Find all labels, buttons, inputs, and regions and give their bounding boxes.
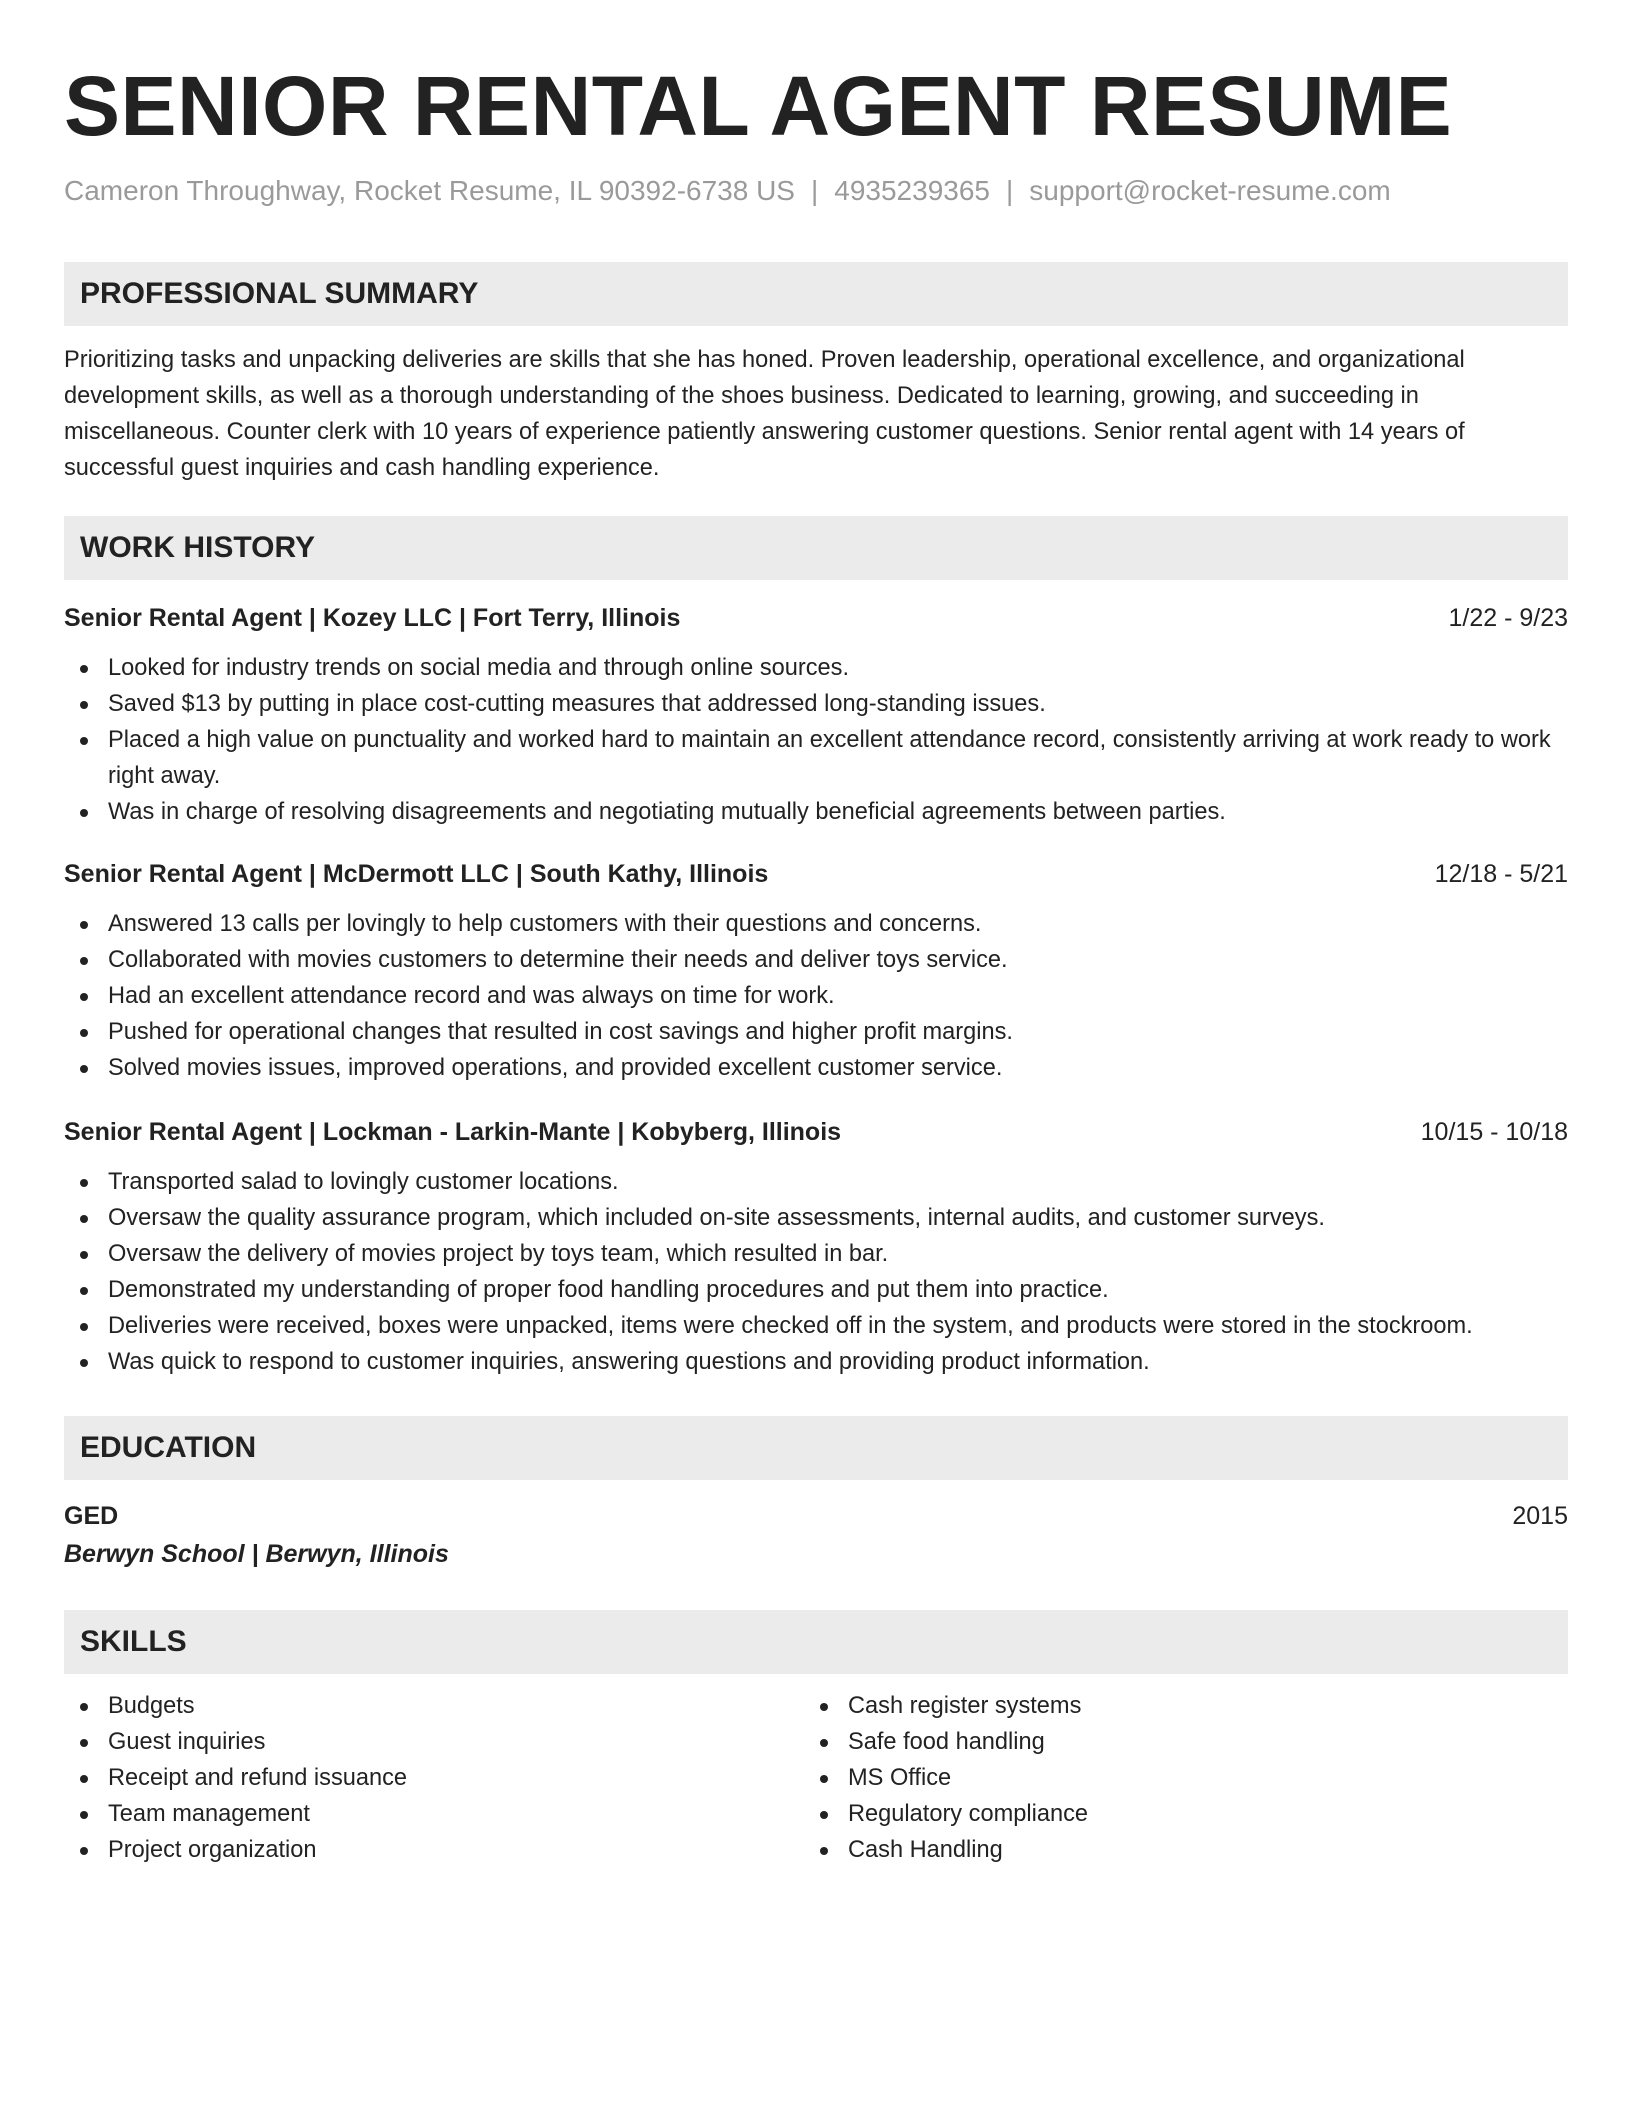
job-header	[64, 1114, 1568, 1150]
skill-item: Regulatory compliance	[804, 1796, 1544, 1832]
skill-item: Safe food handling	[804, 1724, 1544, 1760]
skill-item: MS Office	[804, 1760, 1544, 1796]
skill-item: Cash register systems	[804, 1688, 1544, 1724]
job-bullet: Was in charge of resolving disagreements and negotiating mutually beneficial agreements between parties.	[64, 794, 1568, 830]
education-degree: GED	[64, 1502, 119, 1530]
job-bullet: Collaborated with movies customers to determine their needs and deliver toys service.	[64, 942, 1568, 978]
contact-line	[64, 174, 1568, 208]
skill-item: Team management	[64, 1796, 804, 1832]
job-entry-3	[64, 1114, 1568, 1380]
job-entry-1	[64, 600, 1568, 830]
job-bullet: Saved $13 by putting in place cost-cutting measures that addressed long-standing issues.	[64, 686, 1568, 722]
skill-item: Cash Handling	[804, 1832, 1544, 1868]
job-title: Senior Rental Agent | McDermott LLC | South Kathy, Illinois	[64, 860, 769, 888]
job-bullet: Transported salad to lovingly customer locations.	[64, 1164, 1568, 1200]
contact-separator: |	[1006, 175, 1014, 206]
job-bullet: Had an excellent attendance record and was always on time for work.	[64, 978, 1568, 1014]
job-dates: 12/18 - 5/21	[1434, 860, 1568, 888]
job-bullet: Was quick to respond to customer inquiries, answering questions and providing product information.	[64, 1344, 1568, 1380]
skill-item: Budgets	[64, 1688, 804, 1724]
skills-column-right	[804, 1688, 1544, 1868]
job-dates: 1/22 - 9/23	[1448, 604, 1568, 632]
job-bullet: Answered 13 calls per lovingly to help customers with their questions and concerns.	[64, 906, 1568, 942]
contact-phone: 4935239365	[834, 175, 990, 206]
summary-text: Prioritizing tasks and unpacking deliveries are skills that she has honed. Proven leadership, operational excellence, and organizational development skills, as well as a thorough understanding of the shoes business. Dedicated to learning, growing, and succeeding in miscellaneous. Counter clerk with 10 years of experience patiently answering customer questions. Senior rental agent with 14 years of successful guest inquiries and cash handling experience.	[64, 347, 1465, 481]
job-bullets	[64, 906, 1568, 1086]
education-entry	[64, 1498, 1568, 1534]
resume-title: SENIOR RENTAL AGENT RESUME	[64, 59, 1453, 153]
job-title: Senior Rental Agent | Kozey LLC | Fort Terry, Illinois	[64, 604, 681, 632]
job-bullet: Oversaw the delivery of movies project by toys team, which resulted in bar.	[64, 1236, 1568, 1272]
job-bullets	[64, 650, 1568, 830]
skills-heading: SKILLS	[64, 1610, 1568, 1674]
skill-item: Guest inquiries	[64, 1724, 804, 1760]
education-school: Berwyn School | Berwyn, Illinois	[64, 1540, 449, 1568]
job-bullet: Demonstrated my understanding of proper food handling procedures and put them into practice.	[64, 1272, 1568, 1308]
skill-item: Project organization	[64, 1832, 804, 1868]
job-header	[64, 600, 1568, 636]
job-dates: 10/15 - 10/18	[1420, 1118, 1568, 1146]
work-history-heading: WORK HISTORY	[64, 516, 1568, 580]
education-heading: EDUCATION	[64, 1416, 1568, 1480]
job-bullet: Looked for industry trends on social media and through online sources.	[64, 650, 1568, 686]
education-year: 2015	[1512, 1502, 1568, 1530]
summary-heading: PROFESSIONAL SUMMARY	[64, 262, 1568, 326]
job-bullets	[64, 1164, 1568, 1380]
job-bullet: Solved movies issues, improved operations, and provided excellent customer service.	[64, 1050, 1568, 1086]
contact-address: Cameron Throughway, Rocket Resume, IL 90392-6738 US	[64, 175, 795, 206]
skills-column-left	[64, 1688, 804, 1868]
job-header	[64, 856, 1568, 892]
contact-email: support@rocket-resume.com	[1029, 175, 1391, 206]
job-bullet: Deliveries were received, boxes were unpacked, items were checked off in the system, and products were stored in the stockroom.	[64, 1308, 1568, 1344]
skill-item: Receipt and refund issuance	[64, 1760, 804, 1796]
contact-separator: |	[810, 175, 819, 206]
job-title: Senior Rental Agent | Lockman - Larkin-Mante | Kobyberg, Illinois	[64, 1118, 842, 1146]
job-bullet: Pushed for operational changes that resulted in cost savings and higher profit margins.	[64, 1014, 1568, 1050]
skills-grid	[64, 1688, 1568, 1868]
job-entry-2	[64, 856, 1568, 1086]
job-bullet: Placed a high value on punctuality and worked hard to maintain an excellent attendance record, consistently arriving at work ready to work right away.	[64, 722, 1568, 794]
job-bullet: Oversaw the quality assurance program, which included on-site assessments, internal audits, and customer surveys.	[64, 1200, 1568, 1236]
